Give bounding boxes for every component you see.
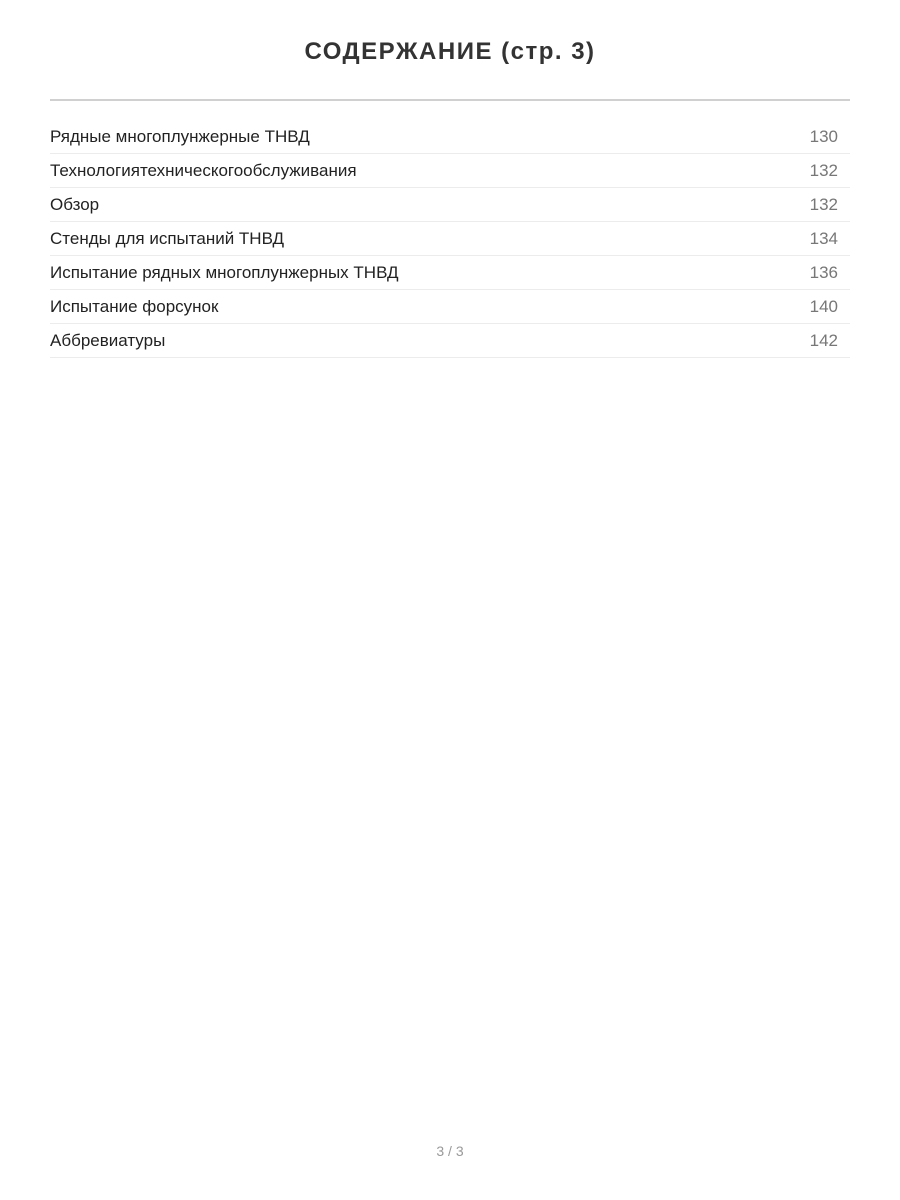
toc-entry-label: Испытание рядных многоплунжерных ТНВД [50,262,399,282]
title-divider [50,99,850,101]
toc-entry[interactable] [50,154,850,188]
toc-entry[interactable] [50,290,850,324]
toc-entry[interactable] [50,222,850,256]
toc-entry-label: Аббревиатуры [50,330,166,350]
toc-entry-label: Технологиятехническогообслуживания [50,160,357,180]
table-of-contents [50,120,850,358]
toc-entry-page: 142 [809,330,838,350]
toc-entry-page: 130 [809,126,838,146]
toc-entry-label: Обзор [50,194,100,214]
toc-entry[interactable] [50,324,850,358]
page-counter: 3 / 3 [436,1143,464,1159]
toc-entry-page: 134 [809,228,838,248]
toc-entry-page: 136 [809,262,838,282]
toc-entry-page: 140 [809,296,838,316]
toc-entry-label: Стенды для испытаний ТНВД [50,228,285,248]
toc-entry-label: Испытание форсунок [50,296,219,316]
toc-entry[interactable] [50,256,850,290]
toc-entry[interactable] [50,120,850,154]
toc-entry-label: Рядные многоплунжерные ТНВД [50,126,310,146]
page-title: СОДЕРЖАНИЕ (стр. 3) [304,38,596,65]
toc-entry-page: 132 [809,160,838,180]
toc-entry-page: 132 [809,194,838,214]
toc-entry[interactable] [50,188,850,222]
